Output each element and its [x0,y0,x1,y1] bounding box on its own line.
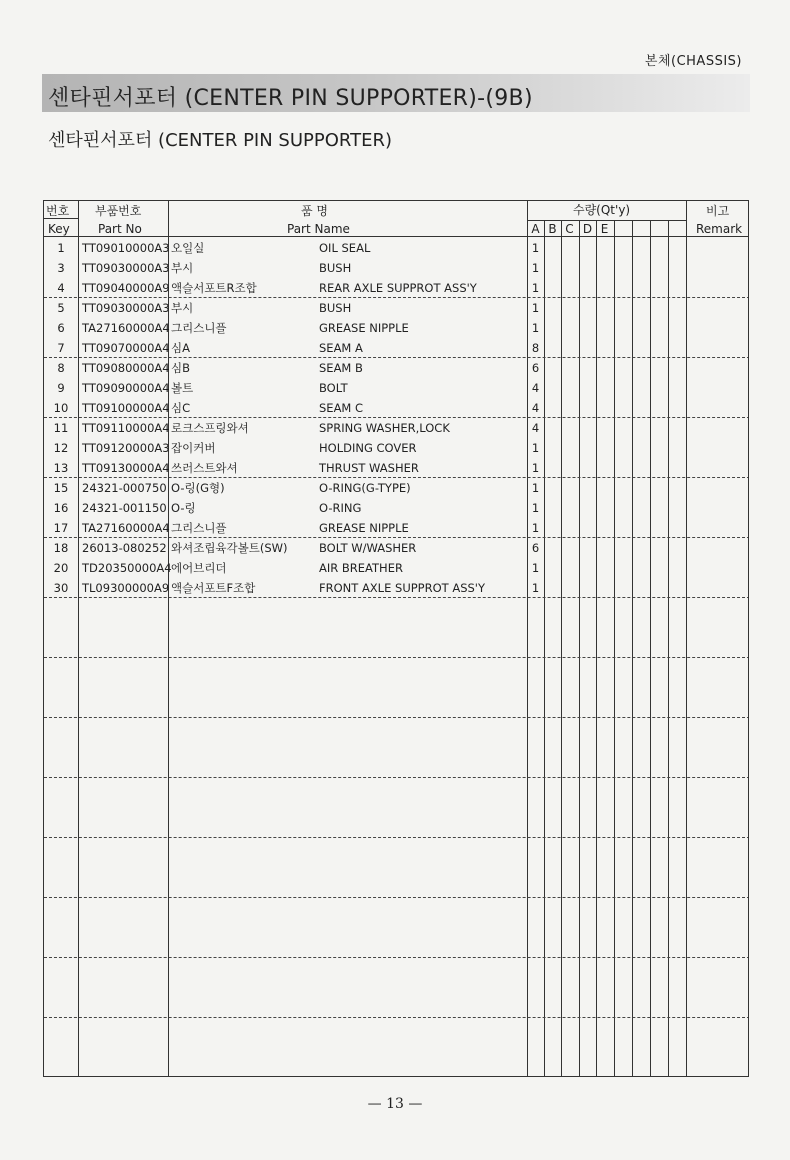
row-part-no: 24321-000750 [82,481,167,495]
row-qty-a: 4 [531,401,540,415]
row-name-en: SEAM C [319,401,364,415]
row-part-no: TD20350000A4 [82,561,172,575]
row-part-no: TT09070000A4 [82,341,170,355]
row-qty-a: 1 [531,241,540,255]
row-key: 30 [53,581,69,595]
row-name-ko: 심C [171,401,191,415]
row-part-no: TA27160000A4 [82,521,170,535]
row-part-no: TT09090000A4 [82,381,170,395]
row-name-ko: 오일실 [171,241,205,255]
row-key: 17 [53,521,69,535]
row-qty-a: 1 [531,461,540,475]
row-key: 5 [57,301,65,315]
row-name-en: GREASE NIPPLE [319,321,409,335]
row-key: 10 [53,401,69,415]
row-part-no: 24321-001150 [82,501,167,515]
row-qty-a: 6 [531,361,540,375]
row-name-ko: 그리스니플 [171,521,227,535]
row-part-no: TT09010000A3 [82,241,170,255]
row-part-no: TT09040000A9 [82,281,170,295]
row-name-en: O-RING(G-TYPE) [319,481,411,495]
row-key: 11 [53,421,69,435]
row-part-no: TT09110000A4 [82,421,170,435]
row-key: 13 [53,461,69,475]
row-part-no: TA27160000A4 [82,321,170,335]
row-name-en: SPRING WASHER,LOCK [319,421,450,435]
row-name-ko: O-링 [171,501,196,515]
page-number: — 13 — [367,1096,423,1112]
row-name-ko: 로크스프링와셔 [171,421,249,435]
row-name-ko: 부시 [171,301,194,315]
row-name-ko: 와셔조립육각볼트(SW) [171,541,288,555]
row-part-no: TT09100000A4 [82,401,170,415]
header-remark-ko: 비고 [706,204,730,218]
row-key: 4 [57,281,65,295]
header-qty-col: E [600,222,609,236]
header-qty-col: A [531,222,540,236]
row-name-ko: 잡이커버 [171,441,216,455]
row-name-ko: 볼트 [171,381,194,395]
parts-table [43,200,749,1077]
row-key: 16 [53,501,69,515]
row-part-no: TT09130000A4 [82,461,170,475]
header-qty: 수량(Qt'y) [573,203,631,217]
row-name-en: GREASE NIPPLE [319,521,409,535]
row-key: 6 [57,321,65,335]
row-qty-a: 8 [531,341,540,355]
row-key: 18 [53,541,69,555]
row-qty-a: 6 [531,541,540,555]
row-part-no: TT09080000A4 [82,361,170,375]
row-qty-a: 1 [531,561,540,575]
header-part-no-ko: 부품번호 [95,204,142,218]
row-name-en: BOLT W/WASHER [319,541,417,555]
row-name-ko: 심B [171,361,190,375]
row-qty-a: 1 [531,261,540,275]
row-name-ko: 쓰러스트와셔 [171,461,238,475]
row-key: 7 [57,341,65,355]
row-qty-a: 1 [531,441,540,455]
row-name-en: AIR BREATHER [319,561,403,575]
title-banner [42,74,750,112]
header-key-ko: 번호 [46,204,70,218]
row-name-ko: 액슬서포트F조합 [171,581,256,595]
row-name-en: BUSH [319,301,352,315]
row-qty-a: 1 [531,501,540,515]
row-qty-a: 1 [531,521,540,535]
header-qty-col: B [548,222,557,236]
page-subtitle: 센타핀서포터 (CENTER PIN SUPPORTER) [48,130,392,151]
row-name-en: REAR AXLE SUPPROT ASS'Y [319,281,477,295]
row-name-en: FRONT AXLE SUPPROT ASS'Y [319,581,485,595]
row-qty-a: 4 [531,421,540,435]
header-qty-col: D [582,222,593,236]
row-key: 9 [57,381,65,395]
row-name-ko: 그리스니플 [171,321,227,335]
row-part-no: TL09300000A9 [82,581,170,595]
header-part-no-en: Part No [98,222,142,236]
header-remark-en: Remark [696,222,743,236]
header-key-en: Key [48,222,70,236]
row-name-en: HOLDING COVER [319,441,417,455]
header-part-name-en: Part Name [287,222,350,236]
row-qty-a: 1 [531,481,540,495]
row-part-no: TT09030000A3 [82,261,170,275]
section-label: 본체(CHASSIS) [644,54,742,69]
row-name-en: OIL SEAL [319,241,371,255]
row-name-en: BUSH [319,261,352,275]
row-part-no: 26013-080252 [82,541,167,555]
row-key: 1 [57,241,65,255]
header-qty-col: C [565,222,574,236]
row-name-ko: 심A [171,341,190,355]
row-qty-a: 1 [531,581,540,595]
row-qty-a: 1 [531,321,540,335]
page-title: 센타핀서포터 (CENTER PIN SUPPORTER)-(9B) [48,86,533,111]
row-key: 8 [57,361,65,375]
row-qty-a: 1 [531,301,540,315]
row-key: 12 [53,441,69,455]
row-name-ko: 부시 [171,261,194,275]
row-name-en: BOLT [319,381,348,395]
row-name-en: SEAM B [319,361,363,375]
row-name-ko: O-링(G형) [171,481,225,495]
row-key: 3 [57,261,65,275]
row-key: 20 [53,561,69,575]
header-part-name-ko: 품 명 [301,204,328,218]
row-name-ko: 에어브리더 [171,561,227,575]
row-name-ko: 액슬서포트R조합 [171,281,257,295]
row-name-en: O-RING [319,501,362,515]
row-key: 15 [53,481,69,495]
row-name-en: SEAM A [319,341,363,355]
row-part-no: TT09030000A3 [82,301,170,315]
row-qty-a: 1 [531,281,540,295]
row-qty-a: 4 [531,381,540,395]
row-part-no: TT09120000A3 [82,441,170,455]
row-name-en: THRUST WASHER [319,461,419,475]
